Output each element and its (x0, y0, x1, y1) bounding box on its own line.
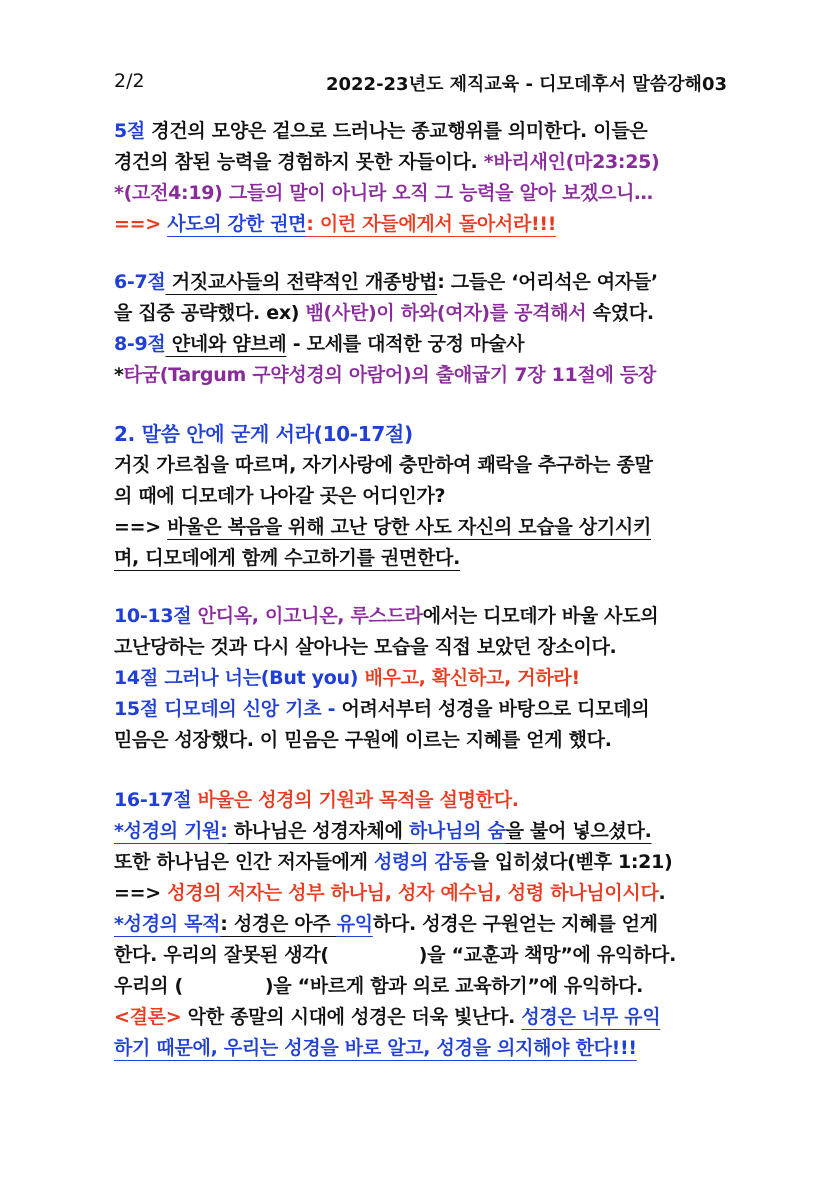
label: *성경의 기원: (114, 820, 228, 842)
verse-ref: 5절 (114, 120, 145, 142)
text: 하다. 성경은 구원얻는 지혜를 얻게 (372, 913, 658, 935)
text: 또한 하나님은 인간 저자들에게 (114, 851, 374, 873)
arrow: ==> (114, 882, 168, 904)
names: 얀네와 얌브레 (165, 333, 287, 355)
exhortation-label: 사도의 강한 권면 (167, 213, 307, 235)
text: 어려서부터 성경을 바탕으로 디모데의 (335, 698, 650, 720)
s4-line-1 (114, 601, 731, 628)
exhortation-text: : 이런 자들에게서 돌아서라!!! (306, 213, 557, 235)
s2-line-3 (114, 329, 731, 356)
text: 경건의 모양은 겉으로 드러나는 종교행위를 의미한다. 이들은 (144, 120, 648, 142)
document-title: 2022-23년도 제직교육 - 디모데후서 말씀강해03 (325, 74, 727, 95)
text: 경건의 참된 능력을 경험하지 못한 자들이다. (114, 151, 484, 173)
verse-ref: 15절 디모데의 신앙 기초 - (114, 698, 336, 720)
text: : 그들은 ‘어리석은 여자들’ (437, 271, 658, 293)
s1-line-4 (114, 209, 731, 236)
text: : 성경은 아주 (220, 913, 337, 935)
text: - 모세를 대적한 궁정 마술사 (286, 333, 525, 355)
page-header (114, 70, 727, 100)
text: 하기 때문에, 우리는 성경을 바로 알고, 성경을 의지해야 한다!!! (114, 1037, 637, 1059)
s5-line-1 (114, 785, 731, 812)
s3-line-2: 의 때에 디모데가 나아갈 곳은 어디인가? (114, 485, 446, 507)
text: 하나님은 성경자체에 (227, 820, 409, 842)
text: 을 입히셨다(벧후 1:21) (470, 851, 673, 873)
s5-line-2 (114, 816, 731, 843)
arrow: ==> (114, 516, 168, 538)
arrow: ==> (114, 213, 168, 235)
text: 우리의 ( (114, 975, 183, 997)
label: *성경의 목적 (114, 913, 221, 935)
text: 을 불어 넣으셨다. (505, 820, 652, 842)
command: 배우고, 확신하고, 거하라! (358, 667, 580, 689)
cross-ref: *바리새인(마23:25) (483, 151, 660, 173)
text: 성경의 저자는 성부 하나님, 성자 예수님, 성령 하나님이시다 (167, 882, 659, 904)
verse-ref: 14절 그러나 너는(But you) (114, 667, 359, 689)
section-heading: 2. 말씀 안에 굳게 서라(10-17절) (114, 422, 413, 446)
s2-line-4 (114, 360, 731, 387)
s4-line-5: 믿음은 성장했다. 이 믿음은 구원에 이르는 지혜를 얻게 했다. (114, 729, 612, 751)
verse-ref: 6-7절 (114, 271, 166, 293)
verse-ref: 16-17절 (114, 789, 192, 811)
s5-line-5 (114, 909, 731, 936)
s5-line-6 (114, 940, 731, 967)
s5-line-8 (114, 1002, 731, 1029)
highlight: 하나님의 숨 (408, 820, 506, 842)
s5-line-9 (114, 1033, 731, 1060)
s2-line-2 (114, 298, 731, 325)
text: 속였다. (586, 302, 654, 324)
text: 바울은 성경의 기원과 목적을 설명한다. (191, 789, 519, 811)
s4-line-3 (114, 663, 731, 690)
text: 바울은 복음을 위해 고난 당한 사도 자신의 모습을 상기시키 (167, 516, 652, 538)
text: 을 집중 공략했다. ex) (114, 302, 306, 324)
highlight: 성경은 너무 유익 (521, 1006, 661, 1028)
s1-line-3: *(고전4:19) 그들의 말이 아니라 오직 그 능력을 알아 보겠으니… (114, 182, 653, 204)
s4-line-2: 고난당하는 것과 다시 살아나는 모습을 직접 보았던 장소이다. (114, 636, 617, 658)
text: 한다. 우리의 잘못된 생각( (114, 944, 329, 966)
s3-line-1: 거짓 가르침을 따르며, 자기사랑에 충만하여 쾌락을 추구하는 종말 (114, 454, 653, 476)
highlight: 성령의 감동 (373, 851, 471, 873)
example: 뱀(사탄)이 하와(여자)를 공격해서 (305, 302, 587, 324)
text: 에서는 디모데가 바울 사도의 (422, 605, 659, 627)
conclusion-label: <결론> (114, 1006, 182, 1028)
s1-line-1 (114, 116, 731, 143)
text: 악한 종말의 시대에 성경은 더욱 빛난다. (181, 1006, 522, 1028)
text: 며, 디모데에게 함께 수고하기를 권면한다. (114, 547, 461, 569)
page-number: 2/2 (114, 70, 145, 92)
places: 안디옥, 이고니온, 루스드라 (191, 605, 423, 627)
asterisk: * (114, 364, 124, 386)
text: 타굼(Targum 구약성경의 아람어)의 출애굽기 7장 11절에 등장 (123, 364, 656, 386)
verse-ref: 10-13절 (114, 605, 192, 627)
verse-ref: 8-9절 (114, 333, 166, 355)
s2-line-1 (114, 267, 731, 294)
highlight: 유익 (336, 913, 373, 935)
text: )을 “교훈과 책망”에 유익하다. (418, 944, 677, 966)
s3-line-4 (114, 543, 731, 570)
period: . (658, 882, 666, 904)
strategy-label: 거짓교사들의 전략적인 개종방법 (165, 271, 438, 293)
s5-line-4 (114, 878, 731, 905)
s3-line-3 (114, 512, 731, 539)
s5-line-7 (114, 971, 731, 998)
s4-line-4 (114, 694, 731, 721)
s1-line-2 (114, 147, 731, 174)
text: )을 “바르게 함과 의로 교육하기”에 유익하다. (264, 975, 644, 997)
s5-line-3 (114, 847, 731, 874)
